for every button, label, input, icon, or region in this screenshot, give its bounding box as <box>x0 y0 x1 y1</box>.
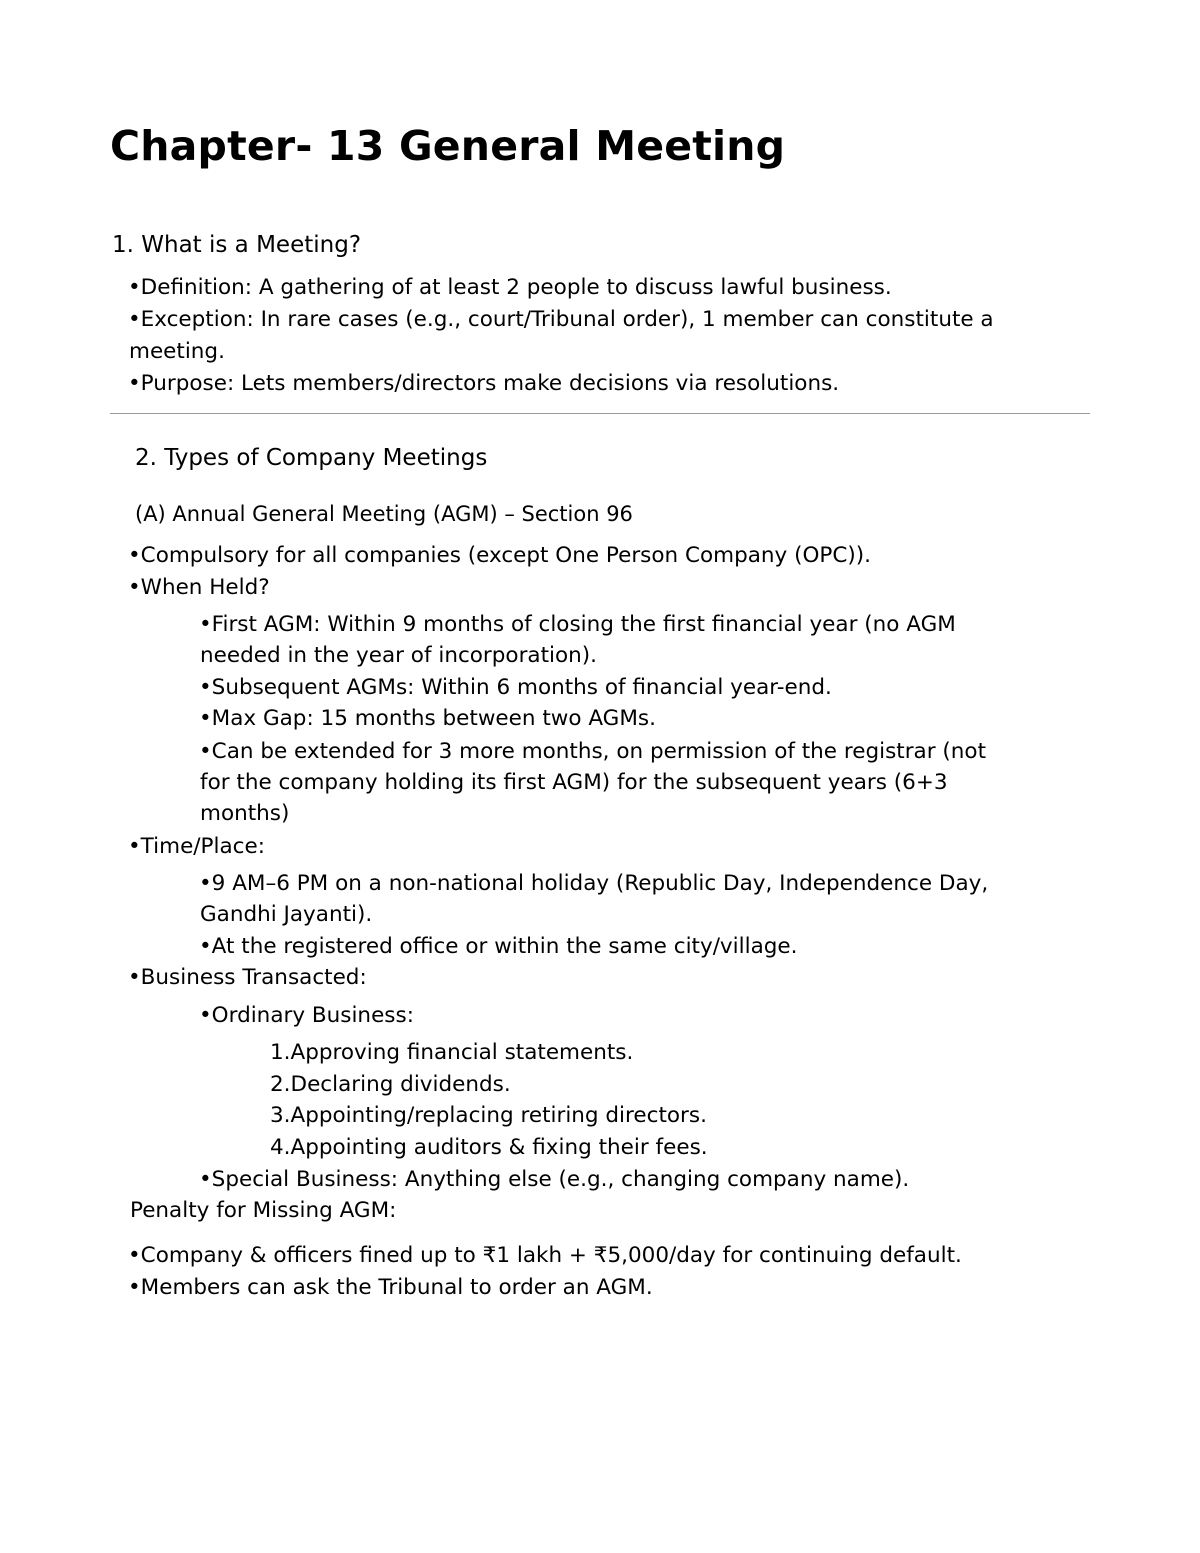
list-item: •Ordinary Business: <box>199 1003 414 1028</box>
list-item: •Max Gap: 15 months between two AGMs. <box>199 706 656 731</box>
exception-bullet: •Exception: In rare cases (e.g., court/Tribunal order), 1 member can constitute a <box>128 307 994 332</box>
list-item: •Members can ask the Tribunal to order an AGM. <box>128 1275 653 1300</box>
list-item: needed in the year of incorporation). <box>200 643 597 668</box>
list-item: •Company & officers fined up to ₹1 lakh + ₹5,000/day for continuing default. <box>128 1243 962 1268</box>
list-item: 2.Declaring dividends. <box>270 1072 511 1097</box>
list-item: •Time/Place: <box>128 834 265 859</box>
agm-subheading: (A) Annual General Meeting (AGM) – Section 96 <box>135 502 633 526</box>
section-2-heading: 2. Types of Company Meetings <box>135 445 488 471</box>
definition-bullet: •Definition: A gathering of at least 2 people to discuss lawful business. <box>128 275 892 300</box>
purpose-bullet: •Purpose: Lets members/directors make decisions via resolutions. <box>128 371 840 396</box>
list-item: for the company holding its first AGM) for the subsequent years (6+3 <box>200 770 948 795</box>
list-item: •Business Transacted: <box>128 965 367 990</box>
list-item: •Compulsory for all companies (except One Person Company (OPC)). <box>128 543 871 568</box>
list-item: •Subsequent AGMs: Within 6 months of financial year-end. <box>199 675 832 700</box>
penalty-heading: Penalty for Missing AGM: <box>130 1198 397 1223</box>
list-item: 4.Appointing auditors & fixing their fees. <box>270 1135 708 1160</box>
list-item: months) <box>200 801 290 826</box>
section-divider <box>110 413 1090 414</box>
list-item: •When Held? <box>128 575 270 600</box>
list-item: Gandhi Jayanti). <box>200 902 373 927</box>
list-item: •9 AM–6 PM on a non-national holiday (Republic Day, Independence Day, <box>199 871 989 896</box>
section-1-heading: 1. What is a Meeting? <box>112 232 362 258</box>
exception-bullet-continued: meeting. <box>129 339 225 364</box>
list-item: •At the registered office or within the same city/village. <box>199 934 798 959</box>
list-item: •Can be extended for 3 more months, on permission of the registrar (not <box>199 739 987 764</box>
list-item: •First AGM: Within 9 months of closing the first financial year (no AGM <box>199 612 956 637</box>
page-title: Chapter- 13 General Meeting <box>110 122 786 170</box>
list-item: 3.Appointing/replacing retiring directors. <box>270 1103 707 1128</box>
list-item: 1.Approving financial statements. <box>270 1040 634 1065</box>
list-item: •Special Business: Anything else (e.g., changing company name). <box>199 1167 910 1192</box>
